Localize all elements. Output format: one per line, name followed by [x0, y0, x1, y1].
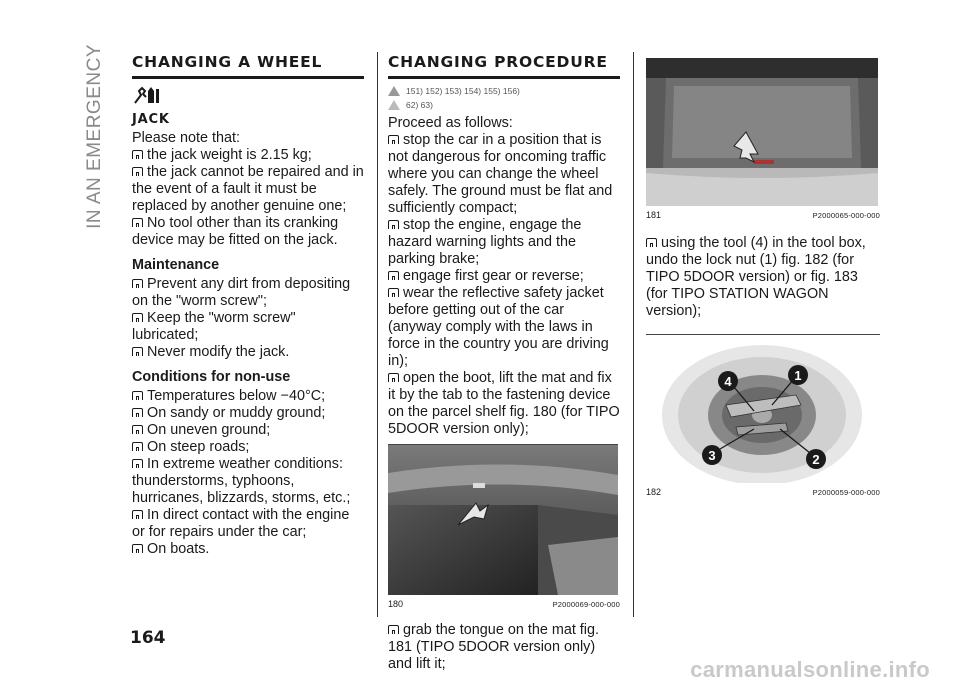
list-item: Prevent any dirt from depositing on the "worm screw"; [132, 276, 351, 309]
bullet-icon [132, 510, 143, 519]
column-divider [377, 52, 378, 617]
bullet-icon [132, 218, 143, 227]
list-item: Never modify the jack. [132, 344, 364, 361]
caution-refs: 62) 63) [388, 99, 620, 111]
bullet-icon [388, 625, 399, 634]
figure-181 [646, 58, 880, 221]
bullet-icon [388, 373, 399, 382]
bullet-icon [132, 459, 143, 468]
figure-number: 182 [646, 487, 662, 497]
list-item: No tool other than its cranking device may be fitted on the jack. [132, 215, 339, 248]
bullet-icon [132, 544, 143, 553]
list-item: engage first gear or reverse; [388, 268, 620, 285]
spare-wheel-tool-box-illustration [646, 335, 878, 483]
bullet-icon [132, 425, 143, 434]
callout-2 [806, 449, 826, 469]
bullet-icon [388, 220, 399, 229]
bullet-icon [132, 408, 143, 417]
tools-icon [132, 85, 364, 105]
list-item: using the tool (4) in the tool box, undo the lock nut (1) fig. 182 (for TIPO 5DOOR version) or fig. 183 (for TIPO STATION WAGON version); [646, 235, 866, 319]
list-item: In direct contact with the engine or for repairs under the car; [132, 507, 350, 540]
heading-jack: JACK [132, 112, 170, 127]
heading-conditions-for-non-use: Conditions for non-use [132, 369, 291, 385]
list-item: On sandy or muddy ground; [132, 405, 364, 422]
figure-code: P2000065-000-000 [812, 211, 880, 220]
column-changing-a-wheel [132, 52, 364, 558]
svg-text:1: 1 [794, 368, 802, 383]
heading-rule [132, 76, 364, 79]
list-item: stop the engine, engage the hazard warning lights and the parking brake; [388, 217, 582, 267]
boot-parcel-shelf-illustration [388, 444, 618, 595]
list-item: the jack weight is 2.15 kg; [132, 147, 364, 164]
section-side-tab-label: IN AN EMERGENCY [84, 44, 105, 229]
figure-180 [388, 444, 620, 610]
jack-intro: Please note that: [132, 130, 241, 146]
bullet-icon [132, 391, 143, 400]
heading-changing-procedure: CHANGING PROCEDURE [388, 53, 608, 71]
svg-text:2: 2 [812, 452, 820, 467]
heading-changing-a-wheel: CHANGING A WHEEL [132, 53, 323, 71]
callout-1 [788, 365, 808, 385]
callout-4 [718, 371, 738, 391]
warning-refs: 151) 152) 153) 154) 155) 156) [388, 85, 620, 97]
bullet-icon [388, 135, 399, 144]
page-number: 164 [130, 628, 166, 648]
svg-text:3: 3 [708, 448, 716, 463]
caution-icon [388, 100, 400, 110]
bullet-icon [388, 288, 399, 297]
figure-code: P2000069-000-000 [552, 600, 620, 609]
bullet-icon [132, 313, 143, 322]
bullet-icon [132, 150, 143, 159]
bullet-icon [646, 238, 657, 247]
heading-rule [388, 76, 620, 79]
figure-caption [646, 210, 880, 221]
list-item: On steep roads; [132, 439, 364, 456]
figure-number: 180 [388, 599, 404, 609]
bullet-icon [132, 279, 143, 288]
list-item: wear the reflective safety jacket before getting out of the car (anyway comply with the laws in force in the country you are driving in); [388, 285, 609, 369]
boot-mat-illustration [646, 58, 878, 206]
bullet-icon [132, 347, 143, 356]
figure-number: 181 [646, 210, 662, 220]
list-item: On boats. [132, 541, 364, 558]
figure-caption [646, 487, 880, 498]
bullet-icon [132, 167, 143, 176]
column-divider [633, 52, 634, 617]
bullet-icon [388, 271, 399, 280]
list-item: stop the car in a position that is not dangerous for oncoming traffic where you can change the wheel safely. The ground must be flat and sufficiently compact; [388, 132, 613, 216]
callout-3 [702, 445, 722, 465]
figure-182 [646, 334, 880, 498]
list-item: open the boot, lift the mat and fix it by the tab to the fastening device on the parcel shelf fig. 180 (for TIPO 5DOOR version only); [388, 370, 620, 437]
warning-triangle-icon [388, 86, 400, 96]
list-item: Keep the "worm screw" lubricated; [132, 310, 296, 343]
list-item: the jack cannot be repaired and in the event of a fault it must be replaced by another genuine one; [132, 164, 364, 214]
figure-code: P2000059-000-000 [812, 488, 880, 497]
heading-maintenance: Maintenance [132, 257, 220, 273]
section-side-tab [84, 44, 110, 244]
bullet-icon [132, 442, 143, 451]
figure-caption [388, 599, 620, 610]
list-item: On uneven ground; [132, 422, 364, 439]
svg-text:4: 4 [724, 374, 732, 389]
watermark: carmanualsonline.info [690, 657, 930, 682]
column-changing-procedure [388, 52, 620, 673]
list-item: Temperatures below −40°C; [132, 388, 364, 405]
list-item: grab the tongue on the mat fig. 181 (TIPO 5DOOR version only) and lift it; [388, 622, 600, 672]
list-item: In extreme weather conditions: thunderstorms, typhoons, hurricanes, blizzards, storms, etc.; [132, 456, 351, 506]
procedure-intro: Proceed as follows: [388, 115, 513, 131]
column-procedure-continued [646, 58, 880, 498]
